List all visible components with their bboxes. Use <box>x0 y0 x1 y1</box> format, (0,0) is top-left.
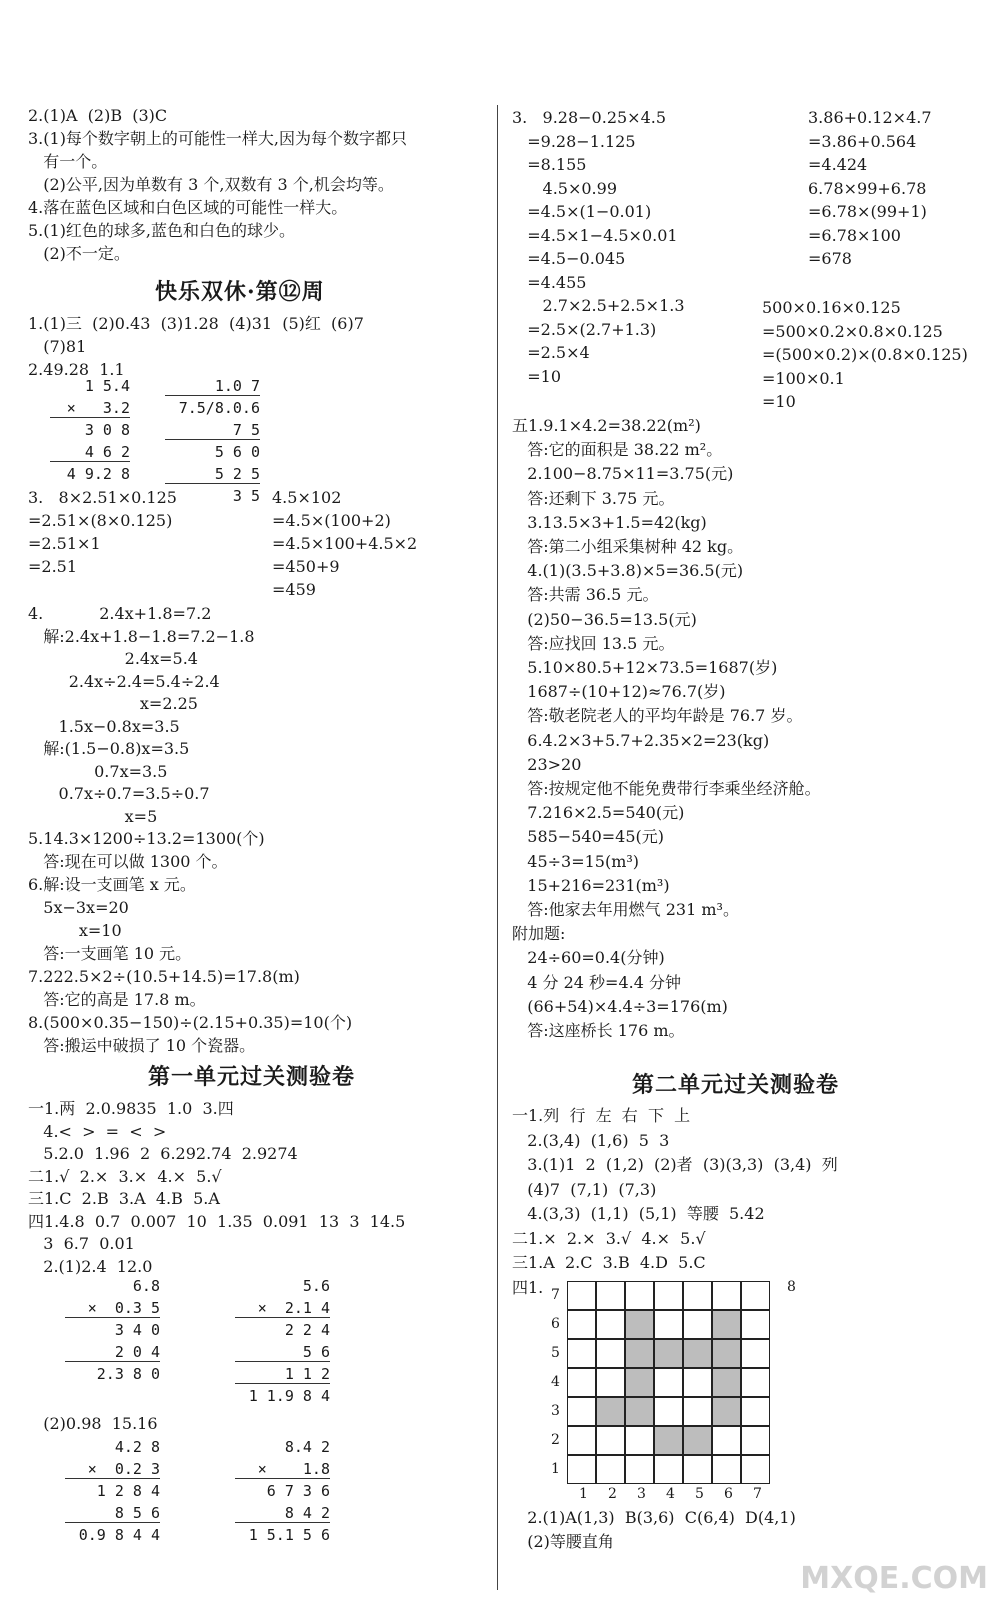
vertical-calc-line: 3 0 8 <box>84 421 130 439</box>
equation-line: 1.5x−0.8x=3.5 <box>28 716 180 736</box>
equation-line: x=5 <box>28 806 158 826</box>
vertical-calc-rule <box>50 417 130 418</box>
answer-line: 3.(1)1 2 (1,2) (2)者 (3)(3,3) (3,4) 列 <box>512 1155 838 1174</box>
equation-line: 4. 2.4x+1.8=7.2 <box>28 604 212 623</box>
equation-line: 解:2.4x+1.8−1.8=7.2−1.8 <box>28 626 255 646</box>
vertical-calc-line: 0.9 8 4 4 <box>78 1526 160 1544</box>
calc-line: =2.5×4 <box>512 343 590 362</box>
vertical-calc-line: 1 5.4 <box>84 377 130 395</box>
answer-line: 2.(1)2.4 12.0 <box>28 1256 153 1276</box>
grid-cell <box>741 1281 770 1310</box>
calc-line: =4.455 <box>512 272 587 292</box>
vertical-calc-rule <box>65 1317 160 1318</box>
answer-line: 585−540=45(元) <box>512 827 664 847</box>
watermark: MXQE.COM <box>800 1561 988 1596</box>
grid-cell <box>741 1310 770 1339</box>
vertical-calc-rule <box>50 461 130 462</box>
equation-line: x=2.25 <box>28 694 198 713</box>
answer-line: (7)81 <box>28 337 87 356</box>
vertical-calc-line: 1 2 8 4 <box>96 1482 160 1500</box>
answer-line: 一1.列 行 左 右 下 上 <box>512 1106 691 1125</box>
grid-cell <box>683 1426 712 1455</box>
grid-cell <box>654 1426 683 1455</box>
grid-cell <box>596 1455 625 1484</box>
answer-line: 答:应找回 13.5 元。 <box>512 633 675 653</box>
section-heading: 第二单元过关测验卷 <box>632 1072 840 1098</box>
column-divider <box>497 105 498 1590</box>
grid-cell <box>654 1310 683 1339</box>
answer-line: 4 分 24 秒=4.4 分钟 <box>512 972 681 992</box>
equation-line: 0.7x=3.5 <box>28 761 168 781</box>
grid-cell <box>683 1455 712 1484</box>
equation-line: 解:(1.5−0.8)x=3.5 <box>28 739 190 758</box>
answer-line: 23>20 <box>512 754 582 774</box>
grid-cell <box>683 1281 712 1310</box>
answer-line: 1.(1)三 (2)0.43 (3)1.28 (4)31 (5)红 (6)7 <box>28 314 364 333</box>
vertical-calc-line: 4 9.2 8 <box>66 465 130 483</box>
answer-line: 5.10×80.5+12×73.5=1687(岁) <box>512 658 778 677</box>
grid-cell <box>654 1397 683 1426</box>
calc-line: =4.5×(1−0.01) <box>512 202 652 221</box>
calc-line: 2.7×2.5+2.5×1.3 <box>512 296 685 315</box>
vertical-calc-line: 2.3 8 0 <box>96 1365 160 1383</box>
vertical-calc-line: 1 5.1 5 6 <box>248 1526 330 1544</box>
answer-line: 24÷60=0.4(分钟) <box>512 948 665 968</box>
vertical-calc-line: 8 5 6 <box>114 1504 160 1522</box>
grid-x-label: 4 <box>666 1486 675 1502</box>
vertical-calc-line: 8.4 2 <box>284 1438 330 1456</box>
vertical-calc-line: × 1.8 <box>257 1460 330 1478</box>
grid-y-label: 5 <box>551 1345 560 1361</box>
grid-cell <box>625 1426 654 1455</box>
answer-line: 4.(3,3) (1,1) (5,1) 等腰 5.42 <box>512 1204 765 1223</box>
grid-cell <box>625 1339 654 1368</box>
answer-line: (2)50−36.5=13.5(元) <box>512 609 697 629</box>
grid-cell <box>596 1339 625 1368</box>
grid-cell <box>741 1368 770 1397</box>
answer-line: 4.落在蓝色区域和白色区域的可能性一样大。 <box>28 198 348 217</box>
grid-cell <box>567 1281 596 1310</box>
answer-line: 四1. <box>512 1277 544 1297</box>
vertical-calc-rule <box>235 1361 330 1362</box>
vertical-calc-line: 2 0 4 <box>114 1343 160 1361</box>
grid-cell <box>712 1397 741 1426</box>
grid-cell <box>567 1455 596 1484</box>
vertical-calc-line: 6 7 3 6 <box>266 1482 330 1500</box>
calc-line: =10 <box>762 392 796 411</box>
grid-cell <box>625 1368 654 1397</box>
grid-cell <box>712 1339 741 1368</box>
vertical-calc-rule <box>65 1478 160 1479</box>
vertical-calc-line: × 2.1 4 <box>257 1299 330 1317</box>
answer-line: (4)7 (7,1) (7,3) <box>512 1179 657 1199</box>
answer-line: 5x−3x=20 <box>28 898 129 917</box>
answer-line: (2)等腰直角 <box>512 1532 614 1551</box>
calc-line: =500×0.2×0.8×0.125 <box>762 321 943 341</box>
grid-cell <box>654 1455 683 1484</box>
vertical-calc-line: 8 4 2 <box>284 1504 330 1522</box>
answer-line: 答:他家去年用燃气 231 m³。 <box>512 900 739 919</box>
grid-cell <box>567 1397 596 1426</box>
calc-line: =6.78×(99+1) <box>808 202 927 221</box>
grid-cell <box>683 1397 712 1426</box>
answer-line: 答:还剩下 3.75 元。 <box>512 488 675 508</box>
answer-line: 答:现在可以做 1300 个。 <box>28 852 228 871</box>
answer-line: 三1.C 2.B 3.A 4.B 5.A <box>28 1189 220 1208</box>
grid-cell <box>567 1339 596 1368</box>
answer-line: 四1.4.8 0.7 0.007 10 1.35 0.091 13 3 14.5 <box>28 1211 406 1231</box>
calc-line: 4.5×0.99 <box>512 178 617 198</box>
answer-line: 5.(1)红色的球多,蓝色和白色的球少。 <box>28 221 296 240</box>
calc-line: =2.5×(2.7+1.3) <box>512 319 657 339</box>
vertical-calc-rule <box>65 1522 160 1523</box>
vertical-calc-line: 5 6 0 <box>214 443 260 461</box>
vertical-calc-rule <box>165 439 260 440</box>
calc-line: =10 <box>512 366 562 386</box>
vertical-calc-line: 3 4 0 <box>114 1321 160 1339</box>
calc-line: 4.5×102 <box>272 488 342 507</box>
calc-line: =2.51×1 <box>28 534 101 553</box>
grid-extra-label: 8 <box>787 1279 796 1295</box>
answer-line: 6.解:设一支画笔 x 元。 <box>28 875 196 894</box>
answer-line: (2)公平,因为单数有 3 个,双数有 3 个,机会均等。 <box>28 175 394 194</box>
answer-line: 答:敬老院老人的平均年龄是 76.7 岁。 <box>512 706 803 726</box>
grid-cell <box>741 1426 770 1455</box>
grid-cell <box>596 1310 625 1339</box>
answer-line: 答:一支画笔 10 元。 <box>28 944 192 963</box>
grid-x-label: 1 <box>579 1486 588 1502</box>
equation-line: 2.4x=5.4 <box>28 649 198 668</box>
answer-line: 5.2.0 1.96 2 6.292.74 2.9274 <box>28 1144 298 1163</box>
answer-line: 2.100−8.75×11=3.75(元) <box>512 464 734 484</box>
vertical-calc-line: 6.8 <box>132 1277 160 1295</box>
calc-line: =3.86+0.564 <box>808 131 917 151</box>
vertical-calc-line: 5 6 <box>302 1343 330 1361</box>
answer-line: 2.(1)A (2)B (3)C <box>28 106 168 125</box>
answer-line: 3.(1)每个数字朝上的可能性一样大,因为每个数字都只 <box>28 129 408 148</box>
calc-line: =100×0.1 <box>762 368 845 388</box>
answer-line: 6.4.2×3+5.7+2.35×2=23(kg) <box>512 730 770 750</box>
grid-y-label: 7 <box>551 1287 560 1303</box>
vertical-calc-rule <box>165 395 260 396</box>
answer-line: 有一个。 <box>28 152 108 171</box>
grid-cell <box>741 1455 770 1484</box>
answer-line: 二1.√ 2.× 3.× 4.× 5.√ <box>28 1166 222 1186</box>
vertical-calc-line: 4 6 2 <box>84 443 130 461</box>
grid-cell <box>567 1368 596 1397</box>
grid-cell <box>712 1455 741 1484</box>
answer-line: 答:这座桥长 176 m。 <box>512 1021 685 1040</box>
grid-cell <box>712 1426 741 1455</box>
grid-cell <box>596 1426 625 1455</box>
answer-line: 五1.9.1×4.2=38.22(m²) <box>512 416 701 435</box>
vertical-calc-line: 4.2 8 <box>114 1438 160 1456</box>
equation-line: 0.7x÷0.7=3.5÷0.7 <box>28 784 210 803</box>
grid-y-label: 1 <box>551 1461 560 1477</box>
calc-line: =6.78×100 <box>808 225 901 245</box>
answer-line: 7.216×2.5=540(元) <box>512 803 685 823</box>
calc-line: 3. 9.28−0.25×4.5 <box>512 108 667 127</box>
calc-line: =2.51×(8×0.125) <box>28 511 173 530</box>
answer-line: (2)0.98 15.16 <box>28 1414 158 1433</box>
grid-cell <box>625 1455 654 1484</box>
vertical-calc-line: 5.6 <box>302 1277 330 1295</box>
equation-line: 2.4x÷2.4=5.4÷2.4 <box>28 671 220 691</box>
vertical-calc-line: × 0.2 3 <box>87 1460 160 1478</box>
section-heading: 第一单元过关测验卷 <box>148 1064 356 1090</box>
answer-line: 2.(3,4) (1,6) 5 3 <box>512 1130 670 1150</box>
answer-line: 8.(500×0.35−150)÷(2.15+0.35)=10(个) <box>28 1013 353 1032</box>
calc-line: =450+9 <box>272 557 340 576</box>
calc-line: =(500×0.2)×(0.8×0.125) <box>762 345 968 364</box>
calc-line: =4.424 <box>808 155 868 174</box>
answer-line: 二1.× 2.× 3.√ 4.× 5.√ <box>512 1228 706 1248</box>
grid-cell <box>712 1368 741 1397</box>
vertical-calc-line: 1 1.9 8 4 <box>248 1387 330 1405</box>
grid-cell <box>654 1281 683 1310</box>
vertical-calc-rule <box>235 1478 330 1479</box>
calc-line: =8.155 <box>512 155 587 174</box>
vertical-calc-line: 2 2 4 <box>284 1321 330 1339</box>
calc-line: =4.5×100+4.5×2 <box>272 534 418 553</box>
vertical-calc-line: 5 2 5 <box>214 465 260 483</box>
calc-line: 3.86+0.12×4.7 <box>808 108 932 127</box>
answer-line: (2)不一定。 <box>28 244 130 263</box>
grid-cell <box>712 1310 741 1339</box>
vertical-calc-line: 3 5 <box>232 487 260 505</box>
grid-cell <box>596 1397 625 1426</box>
grid-x-label: 7 <box>753 1486 762 1502</box>
vertical-calc-line: 7.5/8.0.6 <box>178 399 260 417</box>
grid-cell <box>567 1426 596 1455</box>
grid-cell <box>596 1281 625 1310</box>
grid-cell <box>654 1339 683 1368</box>
vertical-calc-rule <box>235 1317 330 1318</box>
answer-line: (66+54)×4.4÷3=176(m) <box>512 996 728 1016</box>
answer-line: 2.(1)A(1,3) B(3,6) C(6,4) D(4,1) <box>512 1508 796 1527</box>
vertical-calc-line: 1 1 2 <box>284 1365 330 1383</box>
grid-cell <box>625 1397 654 1426</box>
answer-line: 答:搬运中破损了 10 个瓷器。 <box>28 1036 256 1055</box>
answer-line: 3.13.5×3+1.5=42(kg) <box>512 512 707 532</box>
answer-line: 3 6.7 0.01 <box>28 1234 135 1253</box>
grid-x-label: 6 <box>724 1486 733 1502</box>
calc-line: =459 <box>272 580 316 599</box>
calc-line: =4.5×(100+2) <box>272 511 391 530</box>
calc-line: 6.78×99+6.78 <box>808 178 927 198</box>
answer-line: 15+216=231(m³) <box>512 875 670 895</box>
grid-cell <box>741 1339 770 1368</box>
grid-y-label: 2 <box>551 1432 560 1448</box>
answer-line: x=10 <box>28 921 122 940</box>
answer-line: 45÷3=15(m³) <box>512 851 640 871</box>
grid-cell <box>712 1281 741 1310</box>
grid-y-label: 3 <box>551 1403 560 1419</box>
vertical-calc-rule <box>235 1383 330 1384</box>
grid-cell <box>741 1397 770 1426</box>
vertical-calc-rule <box>165 483 260 484</box>
answer-line: 答:按规定他不能免费带行李乘坐经济舱。 <box>512 779 821 798</box>
vertical-calc-rule <box>65 1361 160 1362</box>
answer-line: 答:它的面积是 38.22 m²。 <box>512 440 723 460</box>
answer-line: 答:它的高是 17.8 m。 <box>28 990 206 1009</box>
vertical-calc-line: × 0.3 5 <box>87 1299 160 1317</box>
answer-line: 2.49.28 1.1 <box>28 360 125 379</box>
grid-cell <box>625 1281 654 1310</box>
grid-x-label: 2 <box>608 1486 617 1502</box>
grid-cell <box>567 1310 596 1339</box>
grid-cell <box>625 1310 654 1339</box>
calc-line: =4.5×1−4.5×0.01 <box>512 225 678 245</box>
grid-y-label: 6 <box>551 1316 560 1332</box>
calc-line: =2.51 <box>28 557 78 576</box>
answer-line: 答:第二小组采集树种 42 kg。 <box>512 537 744 556</box>
answer-line: 7.222.5×2÷(10.5+14.5)=17.8(m) <box>28 967 300 986</box>
calc-line: 3. 8×2.51×0.125 <box>28 488 177 507</box>
answer-line: 三1.A 2.C 3.B 4.D 5.C <box>512 1253 706 1272</box>
calc-line: =678 <box>808 249 852 268</box>
answer-line: 附加题: <box>512 924 566 944</box>
grid-cell <box>683 1368 712 1397</box>
calc-line: =4.5−0.045 <box>512 249 626 268</box>
vertical-calc-line: 1.0 7 <box>214 377 260 395</box>
answer-line: 答:共需 36.5 元。 <box>512 585 659 605</box>
answer-line: 一1.两 2.0.9835 1.0 3.四 <box>28 1099 234 1118</box>
calc-line: 500×0.16×0.125 <box>762 298 901 317</box>
answer-line: 5.14.3×1200÷13.2=1300(个) <box>28 829 265 848</box>
grid-cell <box>683 1339 712 1368</box>
grid-cell <box>596 1368 625 1397</box>
grid-cell <box>683 1310 712 1339</box>
calc-line: =9.28−1.125 <box>512 131 636 151</box>
answer-line: 4.< > = < > <box>28 1121 167 1141</box>
section-heading: 快乐双休·第⑫周 <box>155 279 325 305</box>
grid-cell <box>654 1368 683 1397</box>
answer-line: 1687÷(10+12)≈76.7(岁) <box>512 682 726 702</box>
vertical-calc-line: 7 5 <box>232 421 260 439</box>
vertical-calc-line: × 3.2 <box>66 399 130 417</box>
grid-x-label: 5 <box>695 1486 704 1502</box>
grid-y-label: 4 <box>551 1374 560 1390</box>
grid-x-label: 3 <box>637 1486 646 1502</box>
answer-line: 4.(1)(3.5+3.8)×5=36.5(元) <box>512 561 744 581</box>
vertical-calc-rule <box>235 1522 330 1523</box>
